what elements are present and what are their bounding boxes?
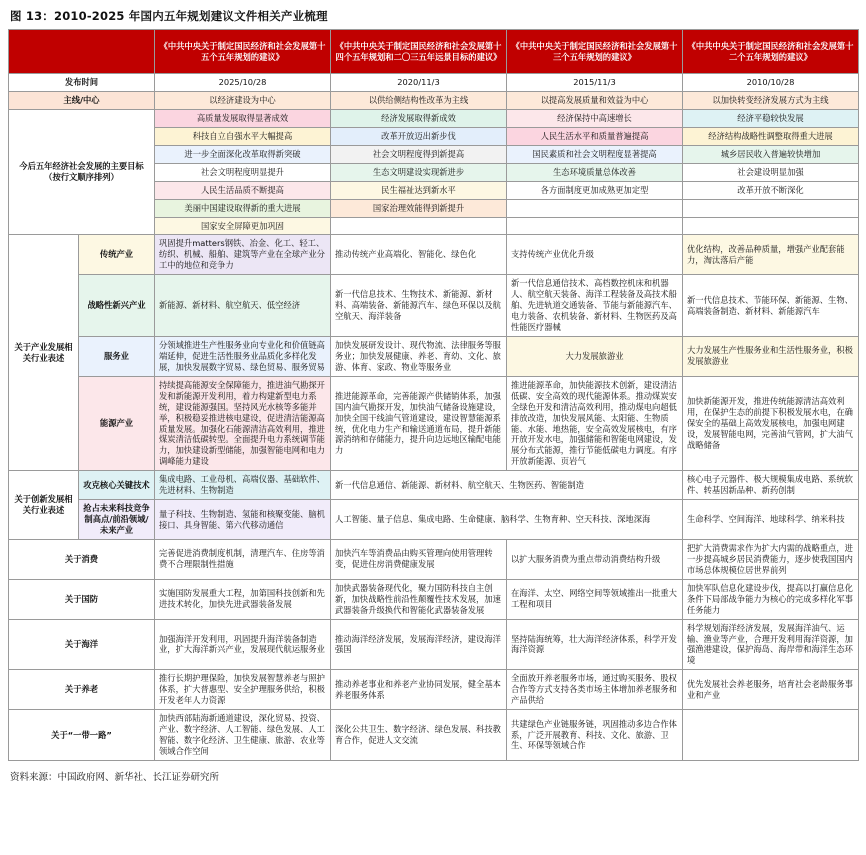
cell-goal-14th-3: 社会文明程度得到新提高: [331, 145, 507, 163]
cell-strategic-12th: 新一代信息技术、节能环保、新能源、生物、高端装备制造、新材料、新能源汽车: [683, 275, 859, 337]
row-label-innovation: 关于创新发展相关行业表述: [9, 471, 79, 540]
cell-future-industry-14th-13th: 人工智能、量子信息、集成电路、生命健康、脑科学、生物育种、空天科技、深地深海: [331, 500, 683, 540]
cell-goal-15th-2: 科技自立自强水平大幅提高: [155, 127, 331, 145]
cell-energy-12th: 加快新能源开发，推进传统能源清洁高效利用，在保护生态的前提下积极发展水电，在确保安全的基础上高效发展核电，加强电网建设，发展智能电网，完善油气管网，扩大油气战略储备: [683, 376, 859, 471]
table-row: [9, 74, 859, 92]
cell-defense-12th: 加快军队信息化建设步伐，提高以打赢信息化条件下局部战争能力为核心的完成多样化军事任务能力: [683, 579, 859, 619]
subrow-label-service-industry: 服务业: [79, 336, 155, 376]
cell-ocean-14th: 推动海洋经济发展，发展海洋经济，建设海洋强国: [331, 619, 507, 670]
cell-goal-15th-5: 人民生活品质不断提高: [155, 181, 331, 199]
row-label-belt-and-road: 关于“一带一路”: [9, 710, 155, 761]
source-note: 资料来源：中国政府网、新华社、长江证券研究所: [10, 771, 220, 783]
cell-goal-14th-2: 改革开放迈出新步伐: [331, 127, 507, 145]
cell-ocean-13th: 坚持陆海统筹，壮大海洋经济体系，科学开发海洋资源: [507, 619, 683, 670]
subrow-label-strategic-emerging-industry: 战略性新兴产业: [79, 275, 155, 337]
cell-elderly-15th: 推行长期护理保险，加快发展智慧养老与照护体系，扩大普惠型、安全护理服务供给，积极开发老年人力资源: [155, 670, 331, 710]
column-header-14th: 《中共中央关于制定国民经济和社会发展第十四个五年规划和二〇三五年远景目标的建议》: [331, 30, 507, 74]
row-label-main-line: 主线/中心: [9, 91, 155, 109]
cell-ocean-12th: 科学规划海洋经济发展，发展海洋油气、运输、渔业等产业，合理开发利用海洋资源，加强渔港建设，保护海岛、海岸带和海洋生态环境: [683, 619, 859, 670]
cell-publish-date-12th: 2010/10/28: [683, 74, 859, 92]
cell-goal-12th-3: 城乡居民收入普遍较快增加: [683, 145, 859, 163]
table-row: [9, 670, 859, 710]
cell-goal-14th-5: 民生福祉达到新水平: [331, 181, 507, 199]
cell-defense-15th: 实施国防发展重大工程，加第国科技创新和先进技术转化，加快先进武器装备发展: [155, 579, 331, 619]
cell-goal-13th-7: [507, 217, 683, 235]
cell-belt-road-15th: 加快西部陆海新通道建设，深化贸易、投资、产业、数字经济、人工智能、绿色发展、人工智能、数字化经济、卫生健康、旅游、农业等领域合作空间: [155, 710, 331, 761]
table-header-row: [9, 30, 859, 74]
cell-main-line-12th: 以加快转变经济发展方式为主线: [683, 91, 859, 109]
column-header-13th: 《中共中央关于制定国民经济和社会发展第十三个五年规划的建议》: [507, 30, 683, 74]
cell-energy-15th: 持续提高能源安全保障能力，推进油气勘探开发和新能源开发利用，着力构建新型电力系统，建设能源强国。坚持风光水核等多能并举，积极稳妥推进核电建设，促进清洁能源高质量发展。加强化石能源清洁高效利用，推进煤炭清洁低碳转型。全面提升电力系统调节能力，加快建设新型储能，加强智能电网和电力调峰能力建设: [155, 376, 331, 471]
cell-goal-15th-1: 高质量发展取得显著成效: [155, 109, 331, 127]
row-label-publish-date: 发布时间: [9, 74, 155, 92]
table-row: [9, 500, 859, 540]
cell-goal-12th-2: 经济结构战略性调整取得重大进展: [683, 127, 859, 145]
cell-belt-road-14th: 深化公共卫生、数字经济、绿色发展、科技教育合作，促进人文交流: [331, 710, 507, 761]
cell-service-15th: 分领域推进生产性服务业向专业化和价值链高端延伸，促进生活性服务业品质化多样化发展，加快发展数字贸易、绿色贸易、服务贸易: [155, 336, 331, 376]
cell-service-13th: 大力发展旅游业: [507, 336, 683, 376]
cell-goal-12th-4: 社会建设明显加强: [683, 163, 859, 181]
cell-traditional-14th: 推动传统产业高端化、智能化、绿色化: [331, 235, 507, 275]
column-header-15th: 《中共中央关于制定国民经济和社会发展第十五个五年规划的建议》: [155, 30, 331, 74]
table-row: [9, 235, 859, 275]
cell-belt-road-12th: [683, 710, 859, 761]
cell-core-tech-15th: 集成电路、工业母机、高端仪器、基础软件、先进材料、生物制造: [155, 471, 331, 500]
cell-main-line-15th: 以经济建设为中心: [155, 91, 331, 109]
cell-strategic-15th: 新能源、新材料、航空航天、低空经济: [155, 275, 331, 337]
cell-goal-13th-2: 人民生活水平和质量普遍提高: [507, 127, 683, 145]
cell-energy-14th: 推进能源革命，完善能源产供储销体系，加强国内油气勘探开发，加快油气储备设施建设，加快全国干线油气管道建设，建设智慧能源系统，优化电力生产和输送通道布局，提升新能源消纳和存储能力，提升向边远地区输配电能力: [331, 376, 507, 471]
row-label-goals: [9, 109, 155, 235]
cell-goal-15th-4: 社会文明程度明显提升: [155, 163, 331, 181]
cell-goal-15th-3: 进一步全面深化改革取得新突破: [155, 145, 331, 163]
cell-core-tech-12th: 核心电子元器件、极大规模集成电路、系统软件、转基因新品种、新药创制: [683, 471, 859, 500]
cell-goal-14th-1: 经济发展取得新成效: [331, 109, 507, 127]
subrow-label-future-industry: 抢占未来科技竞争制高点/前沿领域/未来产业: [79, 500, 155, 540]
cell-goal-13th-5: 各方面制度更加成熟更加定型: [507, 181, 683, 199]
cell-consumption-13th: 以扩大服务消费为重点带动消费结构升级: [507, 539, 683, 579]
cell-goal-14th-6: 国家治理效能得到新提升: [331, 199, 507, 217]
table-row: [9, 619, 859, 670]
cell-goal-15th-6: 美丽中国建设取得新的重大进展: [155, 199, 331, 217]
subrow-label-core-technology: 攻克核心关键技术: [79, 471, 155, 500]
figure-title: 图 13：2010-2025 年国内五年规划建议文件相关产业梳理: [10, 9, 328, 23]
cell-energy-13th: 推进能源革命，加快能源技术创新，建设清洁低碳、安全高效的现代能源体系。推动煤炭安全绿色开发和清洁高效利用，推动煤电向超低排放改造，加快发展风能、太阳能、生物质能、水能、地热能，安全高效发展核电，有序开放开发水电，加强储能和智能电网建设，发展分布式能源，推行节能低碳电力调度。有序开放新能源、页岩气: [507, 376, 683, 471]
cell-main-line-14th: 以供给侧结构性改革为主线: [331, 91, 507, 109]
table-row: [9, 376, 859, 471]
table-row: [9, 109, 859, 127]
cell-publish-date-15th: 2025/10/28: [155, 74, 331, 92]
cell-strategic-14th: 新一代信息技术、生物技术、新能源、新材料、高端装备、新能源汽车、绿色环保以及航空航天、海洋装备: [331, 275, 507, 337]
table-row: [9, 336, 859, 376]
cell-elderly-12th: 优先发展社会养老服务，培育社会老龄服务事业和产业: [683, 670, 859, 710]
subrow-label-energy-industry: 能源产业: [79, 376, 155, 471]
row-label-goals-line2: （按行文顺序排列）: [44, 172, 119, 183]
cell-goal-13th-3: 国民素质和社会文明程度显著提高: [507, 145, 683, 163]
cell-elderly-13th: 全面放开养老服务市场，通过购买服务、股权合作等方式支持各类市场主体增加养老服务和产品供给: [507, 670, 683, 710]
cell-consumption-12th: 把扩大消费需求作为扩大内需的战略重点，进一步提高城乡居民消费能力，逐步使我国国内市场总体规模位居世界前列: [683, 539, 859, 579]
cell-future-industry-15th: 量子科技、生物制造、氢能和核聚变能、脑机接口、具身智能、第六代移动通信: [155, 500, 331, 540]
cell-defense-13th: 在海洋、太空、网络空间等领域推出一批重大工程和项目: [507, 579, 683, 619]
row-label-defense: 关于国防: [9, 579, 155, 619]
cell-goal-12th-6: [683, 199, 859, 217]
row-label-ocean: 关于海洋: [9, 619, 155, 670]
comparison-table: [8, 29, 859, 761]
table-row: [9, 710, 859, 761]
cell-goal-13th-6: [507, 199, 683, 217]
cell-goal-12th-1: 经济平稳较快发展: [683, 109, 859, 127]
row-label-industry: 关于产业发展相关行业表述: [9, 235, 79, 471]
cell-goal-13th-1: 经济保持中高速增长: [507, 109, 683, 127]
cell-strategic-13th: 新一代信息通信技术、高档数控机床和机器人、航空航天装备、海洋工程装备及高技术船舶、先进轨道交通装备、节能与新能源汽车、电力装备、农机装备、新材料、生物医药及高性能医疗器械: [507, 275, 683, 337]
cell-goal-14th-7: [331, 217, 507, 235]
cell-traditional-13th: 支持传统产业优化升级: [507, 235, 683, 275]
cell-consumption-15th: 完善促进消费制度机制，清理汽车、住房等消费不合理限制性措施: [155, 539, 331, 579]
cell-goal-15th-7: 国家安全屏障更加巩固: [155, 217, 331, 235]
table-row: [9, 275, 859, 337]
cell-belt-road-13th: 共建绿色产业链服务链，巩固推动多边合作体系，广泛开展教育、科技、文化、旅游、卫生、环保等领域合作: [507, 710, 683, 761]
subrow-label-traditional-industry: 传统产业: [79, 235, 155, 275]
cell-publish-date-14th: 2020/11/3: [331, 74, 507, 92]
cell-service-12th: 大力发展生产性服务业和生活性服务业，积极发展旅游业: [683, 336, 859, 376]
table-row: [9, 91, 859, 109]
cell-publish-date-13th: 2015/11/3: [507, 74, 683, 92]
cell-traditional-15th: 巩固提升matters钢铁、冶金、化工、轻工、纺织、机械、船舶、建筑等产业在全球产业分工中的地位和竞争力: [155, 235, 331, 275]
cell-core-tech-14th-13th: 新一代信息通信、新能源、新材料、航空航天、生物医药、智能制造: [331, 471, 683, 500]
table-row: [9, 579, 859, 619]
cell-main-line-13th: 以提高发展质量和效益为中心: [507, 91, 683, 109]
column-header-12th: 《中共中央关于制定国民经济和社会发展第十二个五年规划的建议》: [683, 30, 859, 74]
cell-future-industry-12th: 生命科学、空间海洋、地球科学、纳米科技: [683, 500, 859, 540]
cell-goal-12th-5: 改革开放不断深化: [683, 181, 859, 199]
cell-defense-14th: 加快武器装备现代化，聚力国防科技自主创新，加快战略性前沿性颠覆性技术发展，加速武器装备升级换代和智能化武器装备发展: [331, 579, 507, 619]
row-label-elderly-care: 关于养老: [9, 670, 155, 710]
header-corner: [9, 30, 155, 74]
cell-goal-12th-7: [683, 217, 859, 235]
cell-ocean-15th: 加强海洋开发利用，巩固提升海洋装备制造业，扩大海洋新兴产业，发展现代航运服务业: [155, 619, 331, 670]
cell-elderly-14th: 推动养老事业和养老产业协同发展，健全基本养老服务体系: [331, 670, 507, 710]
cell-service-14th: 加快发展研发设计、现代物流、法律服务等服务业；加快发展健康、养老、育幼、文化、旅游、体育、家政、物业等服务业: [331, 336, 507, 376]
cell-traditional-12th: 优化结构，改善品种质量，增强产业配套能力，淘汰落后产能: [683, 235, 859, 275]
row-label-consumption: 关于消费: [9, 539, 155, 579]
row-label-goals-line1: 今后五年经济社会发展的主要目标: [19, 161, 144, 172]
table-row: [9, 471, 859, 500]
table-row: [9, 539, 859, 579]
cell-goal-14th-4: 生态文明建设实现新进步: [331, 163, 507, 181]
cell-goal-13th-4: 生态环境质量总体改善: [507, 163, 683, 181]
cell-consumption-14th: 加快汽车等消费品由购买管理向使用管理转变，促进住房消费健康发展: [331, 539, 507, 579]
